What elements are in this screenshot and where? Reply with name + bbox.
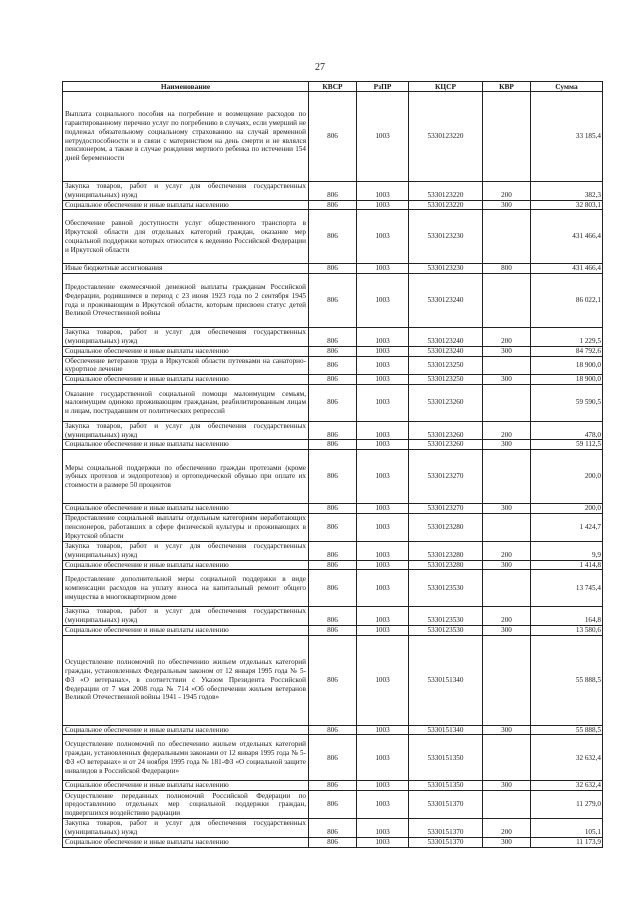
table-row (63, 274, 603, 328)
cell-kvsr: 806 (309, 791, 357, 819)
cell-kvsr: 806 (309, 182, 357, 201)
cell-rzpr: 1003 (357, 635, 409, 725)
table-row (63, 541, 603, 560)
cell-kvsr: 806 (309, 274, 357, 328)
cell-kcsr: 5330123270 (409, 504, 483, 514)
cell-kvsr: 806 (309, 450, 357, 504)
cell-kvsr: 806 (309, 560, 357, 570)
cell-kcsr: 5330123260 (409, 384, 483, 421)
cell-kvr: 300 (483, 200, 531, 210)
cell-kvr: 300 (483, 375, 531, 385)
cell-name: Закупка товаров, работ и услуг для обеспечения государственных (муниципальных) нужд (63, 182, 309, 201)
cell-kvsr: 806 (309, 384, 357, 421)
cell-kvsr: 806 (309, 92, 357, 182)
cell-name: Иные бюджетные ассигнования (63, 264, 309, 274)
cell-kvr: 200 (483, 328, 531, 347)
cell-kcsr: 5330123240 (409, 346, 483, 356)
cell-kvr: 300 (483, 440, 531, 450)
cell-name: Обеспечение равной доступности услуг общественного транспорта в Иркутской области для отдельных категорий граждан, оказание мер социальной поддержки которых относится к ведению Российской Федерации и Иркутской области (63, 210, 309, 264)
cell-rzpr: 1003 (357, 356, 409, 375)
cell-kvr: 200 (483, 421, 531, 440)
cell-sum: 1 229,5 (531, 328, 603, 347)
cell-sum: 32 803,1 (531, 200, 603, 210)
table-row (63, 346, 603, 356)
cell-kvr (483, 356, 531, 375)
table-row (63, 513, 603, 541)
cell-rzpr: 1003 (357, 735, 409, 781)
cell-kvsr: 806 (309, 781, 357, 791)
table-header-row (63, 82, 603, 92)
cell-kvsr: 806 (309, 570, 357, 607)
table-row (63, 570, 603, 607)
cell-rzpr: 1003 (357, 210, 409, 264)
cell-kvsr: 806 (309, 440, 357, 450)
cell-kvr: 200 (483, 607, 531, 626)
cell-name: Социальное обеспечение и иные выплаты населению (63, 837, 309, 847)
cell-kvr (483, 450, 531, 504)
cell-rzpr: 1003 (357, 791, 409, 819)
cell-kcsr: 5330123240 (409, 328, 483, 347)
table-row (63, 440, 603, 450)
cell-kvsr: 806 (309, 356, 357, 375)
cell-sum: 13 745,4 (531, 570, 603, 607)
cell-sum: 59 112,5 (531, 440, 603, 450)
cell-kcsr: 5330123220 (409, 182, 483, 201)
cell-kvr: 300 (483, 504, 531, 514)
cell-rzpr: 1003 (357, 837, 409, 847)
cell-rzpr: 1003 (357, 570, 409, 607)
cell-kvsr: 806 (309, 607, 357, 626)
cell-kvsr: 806 (309, 200, 357, 210)
cell-name: Оказание государственной социальной помощи малоимущим семьям, малоимущим одиноко проживающим гражданам, реабилитированным лицам и лицам, пострадавшим от политических репрессий (63, 384, 309, 421)
cell-rzpr: 1003 (357, 541, 409, 560)
cell-rzpr: 1003 (357, 92, 409, 182)
cell-kvr (483, 635, 531, 725)
cell-name: Социальное обеспечение и иные выплаты населению (63, 781, 309, 791)
cell-kvsr: 806 (309, 328, 357, 347)
cell-sum: 86 022,1 (531, 274, 603, 328)
cell-sum: 84 792,6 (531, 346, 603, 356)
cell-sum: 431 466,4 (531, 264, 603, 274)
cell-sum: 55 888,5 (531, 635, 603, 725)
cell-name: Осуществление полномочий по обеспечению жильем отдельных категорий граждан, установленных федеральными законами от 12 января 1995 года № 5-ФЗ «О ветеранах» и от 24 ноября 1995 года № 181-ФЗ «О социальной защите инвалидов в Российской Федерации» (63, 735, 309, 781)
table-row (63, 791, 603, 819)
table-row (63, 625, 603, 635)
cell-kvsr: 806 (309, 504, 357, 514)
cell-kcsr: 5330123260 (409, 421, 483, 440)
cell-sum: 382,3 (531, 182, 603, 201)
table-row (63, 264, 603, 274)
cell-kcsr: 5330151340 (409, 635, 483, 725)
table-row (63, 421, 603, 440)
cell-sum: 1 414,8 (531, 560, 603, 570)
table-row (63, 819, 603, 838)
cell-rzpr: 1003 (357, 328, 409, 347)
cell-kcsr: 5330123260 (409, 440, 483, 450)
cell-kvr (483, 210, 531, 264)
cell-sum: 32 632,4 (531, 735, 603, 781)
table-row (63, 200, 603, 210)
cell-kcsr: 5330123250 (409, 375, 483, 385)
cell-sum: 32 632,4 (531, 781, 603, 791)
cell-kvsr: 806 (309, 264, 357, 274)
cell-kcsr: 5330123230 (409, 264, 483, 274)
cell-kcsr: 5330151340 (409, 725, 483, 735)
table-row (63, 504, 603, 514)
cell-name: Социальное обеспечение и иные выплаты населению (63, 625, 309, 635)
cell-kcsr: 5330123240 (409, 274, 483, 328)
cell-kvr: 300 (483, 781, 531, 791)
header-kvsr: КВСР (309, 82, 357, 92)
cell-kvr (483, 735, 531, 781)
cell-sum: 200,0 (531, 504, 603, 514)
cell-rzpr: 1003 (357, 781, 409, 791)
cell-sum: 105,1 (531, 819, 603, 838)
cell-rzpr: 1003 (357, 346, 409, 356)
cell-name: Предоставление дополнительной меры социальной поддержки в виде компенсации расходов на уплату взноса на капитальный ремонт общего имущества в многоквартирном доме (63, 570, 309, 607)
cell-kcsr: 5330123230 (409, 210, 483, 264)
cell-kcsr: 5330123530 (409, 607, 483, 626)
cell-rzpr: 1003 (357, 200, 409, 210)
cell-sum: 11 279,0 (531, 791, 603, 819)
cell-kvr (483, 384, 531, 421)
cell-rzpr: 1003 (357, 440, 409, 450)
table-row (63, 725, 603, 735)
cell-kcsr: 5330123280 (409, 560, 483, 570)
cell-rzpr: 1003 (357, 264, 409, 274)
cell-sum: 200,0 (531, 450, 603, 504)
cell-rzpr: 1003 (357, 607, 409, 626)
cell-rzpr: 1003 (357, 375, 409, 385)
cell-kvr: 300 (483, 725, 531, 735)
cell-kvsr: 806 (309, 541, 357, 560)
header-name: Наименование (63, 82, 309, 92)
cell-rzpr: 1003 (357, 725, 409, 735)
cell-rzpr: 1003 (357, 182, 409, 201)
cell-kcsr: 5330123280 (409, 541, 483, 560)
cell-sum: 11 173,9 (531, 837, 603, 847)
cell-kvsr: 806 (309, 837, 357, 847)
cell-name: Закупка товаров, работ и услуг для обеспечения государственных (муниципальных) нужд (63, 421, 309, 440)
cell-kvr: 200 (483, 819, 531, 838)
cell-kcsr: 5330151370 (409, 791, 483, 819)
cell-kvr (483, 791, 531, 819)
cell-sum: 1 424,7 (531, 513, 603, 541)
cell-kvsr: 806 (309, 819, 357, 838)
cell-kcsr: 5330123530 (409, 625, 483, 635)
cell-name: Закупка товаров, работ и услуг для обеспечения государственных (муниципальных) нужд (63, 541, 309, 560)
cell-name: Выплата социального пособия на погребение и возмещение расходов по гарантированному перечню услуг по погребению в случаях, если умерший не подлежал обязательному социальному страхованию на случай временной нетрудоспособности и в связи с материнством на день смерти и не являлся пенсионером, а также в случае рождения мертвого ребенка по истечении 154 дней беременности (63, 92, 309, 182)
table-row (63, 635, 603, 725)
cell-name: Осуществление переданных полномочий Российской Федерации по предоставлению отдельных мер социальной поддержки граждан, подвергшихся воздействию радиации (63, 791, 309, 819)
cell-name: Обеспечение ветеранов труда в Иркутской области путевками на санаторно-курортное лечение (63, 356, 309, 375)
cell-kvr: 200 (483, 541, 531, 560)
budget-table-container (62, 81, 602, 848)
cell-name: Социальное обеспечение и иные выплаты населению (63, 346, 309, 356)
cell-kcsr: 5330123220 (409, 92, 483, 182)
cell-kvr: 800 (483, 264, 531, 274)
cell-kvr (483, 92, 531, 182)
table-row (63, 781, 603, 791)
cell-sum: 18 900,0 (531, 375, 603, 385)
budget-table (62, 81, 603, 848)
cell-kvsr: 806 (309, 421, 357, 440)
cell-name: Социальное обеспечение и иные выплаты населению (63, 504, 309, 514)
cell-sum: 9,9 (531, 541, 603, 560)
table-body (63, 92, 603, 848)
cell-name: Социальное обеспечение и иные выплаты населению (63, 560, 309, 570)
cell-rzpr: 1003 (357, 450, 409, 504)
cell-kvr: 300 (483, 837, 531, 847)
cell-name: Социальное обеспечение и иные выплаты населению (63, 200, 309, 210)
cell-name: Закупка товаров, работ и услуг для обеспечения государственных (муниципальных) нужд (63, 819, 309, 838)
cell-name: Меры социальной поддержки по обеспечению граждан протезами (кроме зубных протезов и эндопротезов) и ортопедической обувью при оплате их стоимости в размере 50 процентов (63, 450, 309, 504)
cell-sum: 55 888,5 (531, 725, 603, 735)
cell-kvr: 200 (483, 182, 531, 201)
cell-kvsr: 806 (309, 210, 357, 264)
cell-kvr: 300 (483, 560, 531, 570)
cell-rzpr: 1003 (357, 504, 409, 514)
table-row (63, 450, 603, 504)
cell-kvsr: 806 (309, 725, 357, 735)
cell-name: Социальное обеспечение и иные выплаты населению (63, 725, 309, 735)
cell-sum: 164,8 (531, 607, 603, 626)
cell-sum: 13 580,6 (531, 625, 603, 635)
cell-kvsr: 806 (309, 625, 357, 635)
table-row (63, 837, 603, 847)
cell-rzpr: 1003 (357, 421, 409, 440)
table-row (63, 210, 603, 264)
cell-rzpr: 1003 (357, 274, 409, 328)
cell-sum: 478,0 (531, 421, 603, 440)
cell-kcsr: 5330123220 (409, 200, 483, 210)
cell-kcsr: 5330123250 (409, 356, 483, 375)
cell-kvsr: 806 (309, 346, 357, 356)
cell-kcsr: 5330151350 (409, 781, 483, 791)
cell-rzpr: 1003 (357, 560, 409, 570)
table-row (63, 384, 603, 421)
cell-kvsr: 806 (309, 375, 357, 385)
cell-name: Социальное обеспечение и иные выплаты населению (63, 375, 309, 385)
cell-sum: 18 900,0 (531, 356, 603, 375)
table-row (63, 607, 603, 626)
header-kvr: КВР (483, 82, 531, 92)
table-row (63, 560, 603, 570)
cell-kvr (483, 570, 531, 607)
cell-kvsr: 806 (309, 513, 357, 541)
cell-kcsr: 5330151370 (409, 819, 483, 838)
cell-rzpr: 1003 (357, 819, 409, 838)
cell-kcsr: 5330151370 (409, 837, 483, 847)
table-row (63, 328, 603, 347)
cell-kvr: 300 (483, 346, 531, 356)
cell-kcsr: 5330123530 (409, 570, 483, 607)
page-number: 27 (315, 62, 325, 73)
cell-kcsr: 5330151350 (409, 735, 483, 781)
header-sum: Сумма (531, 82, 603, 92)
cell-name: Осуществление полномочий по обеспечению жильем отдельных категорий граждан, установленных Федеральным законом от 12 января 1995 года № 5-ФЗ «О ветеранах», в соответствии с Указом Президента Российской Федерации от 7 мая 2008 года № 714 «Об обеспечении жильем ветеранов Великой Отечественной войны 1941 - 1945 годов» (63, 635, 309, 725)
cell-kvr (483, 274, 531, 328)
cell-rzpr: 1003 (357, 513, 409, 541)
cell-kcsr: 5330123280 (409, 513, 483, 541)
header-rzpr: РзПР (357, 82, 409, 92)
header-kcsr: КЦСР (409, 82, 483, 92)
cell-sum: 431 466,4 (531, 210, 603, 264)
table-row (63, 375, 603, 385)
cell-kvsr: 806 (309, 735, 357, 781)
cell-kvr: 300 (483, 625, 531, 635)
cell-sum: 33 185,4 (531, 92, 603, 182)
cell-rzpr: 1003 (357, 384, 409, 421)
cell-name: Предоставление ежемесячной денежной выплаты гражданам Российской Федерации, родившимся в период с 23 июня 1923 года по 2 сентября 1945 года и проживающим в Иркутской области, которым присвоен статус детей Великой Отечественной войны (63, 274, 309, 328)
cell-name: Социальное обеспечение и иные выплаты населению (63, 440, 309, 450)
cell-name: Закупка товаров, работ и услуг для обеспечения государственных (муниципальных) нужд (63, 607, 309, 626)
cell-name: Закупка товаров, работ и услуг для обеспечения государственных (муниципальных) нужд (63, 328, 309, 347)
table-row (63, 356, 603, 375)
cell-kcsr: 5330123270 (409, 450, 483, 504)
cell-sum: 59 590,5 (531, 384, 603, 421)
cell-kvr (483, 513, 531, 541)
table-row (63, 735, 603, 781)
cell-rzpr: 1003 (357, 625, 409, 635)
cell-name: Предоставление социальной выплаты отдельным категориям неработающих пенсионеров, работавших в сфере физической культуры и проживающих в Иркутской области (63, 513, 309, 541)
cell-kvsr: 806 (309, 635, 357, 725)
table-row (63, 182, 603, 201)
table-row (63, 92, 603, 182)
